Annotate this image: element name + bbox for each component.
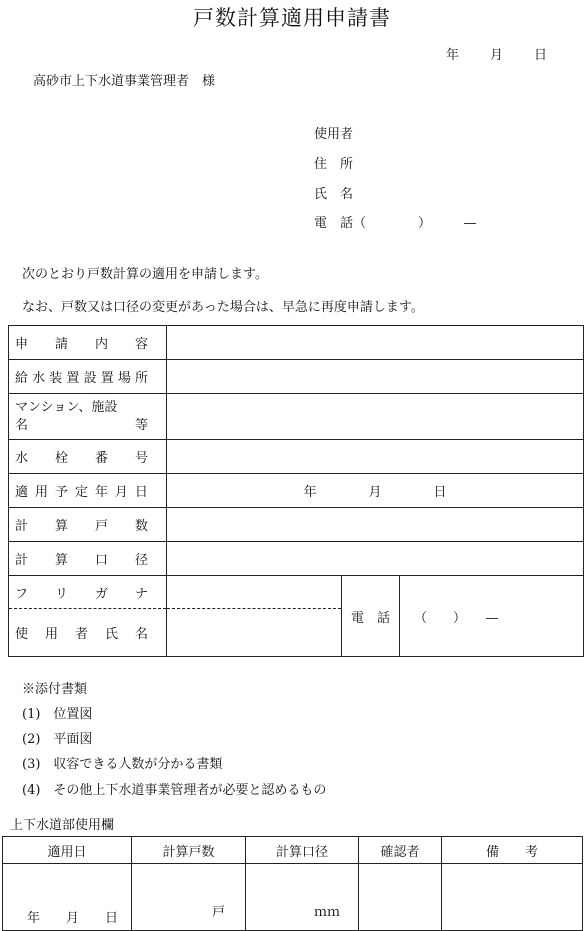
form-title: 戸数計算適用申請書 xyxy=(193,6,391,30)
intro-line-1: 次のとおり戸数計算の適用を申請します。 xyxy=(22,267,268,282)
phone-label-cell xyxy=(342,576,400,657)
attachment-item: (4) その他上下水道事業管理者が必要と認めるもの xyxy=(22,783,327,798)
label-text: 計 算 戸 数 xyxy=(15,519,148,534)
office-header: 確認者 xyxy=(359,837,442,864)
form-field[interactable] xyxy=(167,542,584,576)
label-text: 水 栓 番 号 xyxy=(15,451,148,466)
attachment-item: (2) 平面図 xyxy=(22,732,93,747)
furigana-field[interactable] xyxy=(167,576,342,609)
form-row xyxy=(9,440,584,474)
label-line-2a: 名 xyxy=(15,417,29,433)
label-text: 給 水 装 置 設 置 場 所 xyxy=(15,371,148,386)
form-label xyxy=(9,394,167,440)
office-units-cell[interactable] xyxy=(132,864,246,931)
office-header: 適用日 xyxy=(3,837,132,864)
office-value-row xyxy=(3,864,583,931)
office-use-table xyxy=(2,836,583,931)
form-field[interactable] xyxy=(167,508,584,542)
office-units-value: 戸 xyxy=(211,905,225,920)
label-text: 使 用 者 氏 名 xyxy=(15,627,148,642)
phone-value: （ ） — xyxy=(414,610,499,626)
form-label xyxy=(9,474,167,508)
form-row xyxy=(9,326,584,360)
applicant-name-label: 氏 名 xyxy=(314,187,354,202)
form-row xyxy=(9,474,584,508)
user-name-field[interactable] xyxy=(167,609,342,657)
office-bore-value: ｍｍ xyxy=(313,905,340,920)
office-date-cell[interactable] xyxy=(3,864,132,931)
office-header: 計算戸数 xyxy=(132,837,246,864)
form-row xyxy=(9,576,584,609)
applicant-phone-label: 電 話（ ） — xyxy=(314,216,477,231)
office-date-value: 年 月 日 xyxy=(27,911,119,926)
addressee: 高砂市上下水道事業管理者 様 xyxy=(33,74,216,89)
office-remarks-cell[interactable] xyxy=(442,864,583,931)
form-label xyxy=(9,609,167,657)
form-label xyxy=(9,508,167,542)
phone-label: 電 話 xyxy=(350,610,390,626)
form-row xyxy=(9,508,584,542)
form-label xyxy=(9,542,167,576)
attachment-item: (3) 収容できる人数が分かる書類 xyxy=(22,757,223,772)
office-header-row xyxy=(3,837,583,864)
date-day: 日 xyxy=(534,48,548,63)
form-row xyxy=(9,542,584,576)
office-bore-cell[interactable] xyxy=(246,864,359,931)
office-use-label: 上下水道部使用欄 xyxy=(10,818,115,833)
label-text: 適 用 予 定 年 月 日 xyxy=(15,485,148,500)
intro-line-2: なお、戸数又は口径の変更があった場合は、早急に再度申請します。 xyxy=(22,300,424,315)
attachments-heading: ※添付書類 xyxy=(22,682,88,697)
form-label xyxy=(9,440,167,474)
form-field[interactable] xyxy=(167,440,584,474)
form-field[interactable] xyxy=(167,394,584,440)
form-field[interactable] xyxy=(167,474,584,508)
label-line-1: マンション、施設 xyxy=(15,399,118,415)
form-label xyxy=(9,360,167,394)
office-header: 備 考 xyxy=(442,837,583,864)
phone-field[interactable] xyxy=(400,576,584,657)
form-row xyxy=(9,394,584,440)
form-row xyxy=(9,360,584,394)
application-form-table xyxy=(8,325,584,657)
label-line-2b: 等 xyxy=(134,417,148,433)
label-text: 申 請 内 容 xyxy=(15,337,148,352)
form-field[interactable] xyxy=(167,326,584,360)
label-text: 計 算 口 径 xyxy=(15,553,148,568)
label-text: フ リ ガ ナ xyxy=(15,586,148,602)
form-label xyxy=(9,576,167,609)
attachment-item: (1) 位置図 xyxy=(22,707,93,722)
date-value: 年 月 日 xyxy=(303,485,447,500)
label-line-2 xyxy=(15,417,148,435)
office-confirmer-cell[interactable] xyxy=(359,864,442,931)
applicant-user-label: 使用者 xyxy=(314,127,354,142)
date-month: 月 xyxy=(490,48,504,63)
form-field[interactable] xyxy=(167,360,584,394)
form-label xyxy=(9,326,167,360)
office-header: 計算口径 xyxy=(246,837,359,864)
date-year: 年 xyxy=(446,48,460,63)
applicant-address-label: 住 所 xyxy=(314,157,354,172)
